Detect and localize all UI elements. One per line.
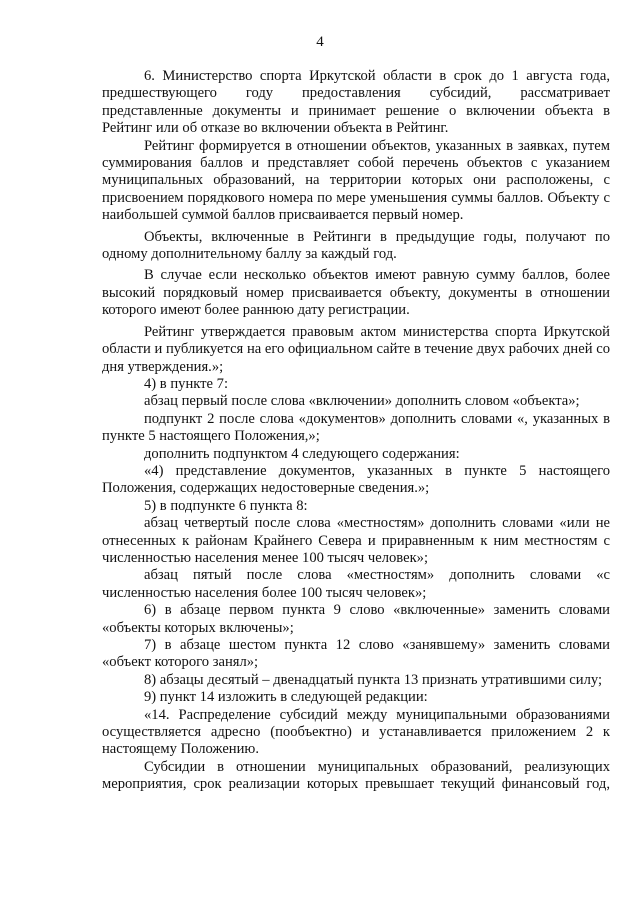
paragraph-item-5: 5) в подпункте 6 пункта 8: [144, 497, 308, 514]
paragraph-item-4-c: дополнить подпунктом 4 следующего содержания: [144, 445, 460, 462]
paragraph-item-7: 7) в абзаце шестом пункта 12 слово «занявшему» заменить словами «объект которого занял»; [102, 637, 610, 671]
paragraph-item-5-a: абзац четвертый после слова «местностям» дополнить словами «или не отнесенных к районам Крайнего Севера и приравненным к ним местностям с численностью населения менее 100 тысяч человек»; [102, 515, 610, 566]
paragraph-item-5-b: абзац пятый после слова «местностям» дополнить словами «с численностью населения более 100 тысяч человек»; [102, 567, 610, 601]
paragraph-item-4-d: «4) представление документов, указанных в пункте 5 настоящего Положения, содержащих недостоверные сведения.»; [102, 462, 610, 497]
paragraph-item-4: 4) в пункте 7: [144, 375, 229, 392]
paragraph-extra-points: Объекты, включенные в Рейтинги в предыдущие годы, получают по одному дополнительному баллу за каждый год. [102, 228, 610, 263]
paragraph-item-9: 9) пункт 14 изложить в следующей редакции: [144, 689, 428, 706]
document-body [102, 68, 610, 794]
paragraph-rating-formation: Рейтинг формируется в отношении объектов, указанных в заявках, путем суммирования баллов и представляет собой перечень объектов с указанием муниципальных образований, на территории которых они расположены, с присвоением порядкового номера по мере уменьшения суммы баллов. Объекту с наибольшей суммой баллов присваивается первый номер. [102, 137, 610, 224]
page-number: 4 [316, 34, 324, 50]
paragraph-item-4-a: абзац первый после слова «включении» дополнить словом «объекта»; [144, 393, 580, 410]
paragraph-item-4-b: подпункт 2 после слова «документов» дополнить словами «, указанных в пункте 5 настоящего Положения,»; [102, 410, 610, 445]
paragraph-equal-points: В случае если несколько объектов имеют равную сумму баллов, более высокий порядковый номер присваивается объекту, документы в отношении которого имеют более раннюю дату регистрации. [102, 267, 610, 319]
paragraph-rating-approval: Рейтинг утверждается правовым актом министерства спорта Иркутской области и публикуется на его официальном сайте в течение двух рабочих дней со дня утверждения.»; [102, 323, 610, 375]
paragraph-item-9-a: «14. Распределение субсидий между муниципальными образованиями осуществляется адресно (пообъектно) и устанавливается приложением 2 к настоящему Положению. [102, 706, 610, 758]
paragraph-ministry-review: 6. Министерство спорта Иркутской области в срок до 1 августа года, предшествующего году предоставления субсидий, рассматривает представленные документы и принимает решение о включении объекта в Рейтинг или об отказе во включении объекта в Рейтинг. [102, 68, 610, 137]
paragraph-item-6: 6) в абзаце первом пункта 9 слово «включенные» заменить словами «объекты которых включены»; [102, 602, 610, 636]
paragraph-item-9-b: Субсидии в отношении муниципальных образований, реализующих мероприятия, срок реализации которых превышает текущий финансовый год, [102, 758, 610, 793]
paragraph-item-8: 8) абзацы десятый – двенадцатый пункта 13 признать утратившими силу; [144, 671, 603, 688]
